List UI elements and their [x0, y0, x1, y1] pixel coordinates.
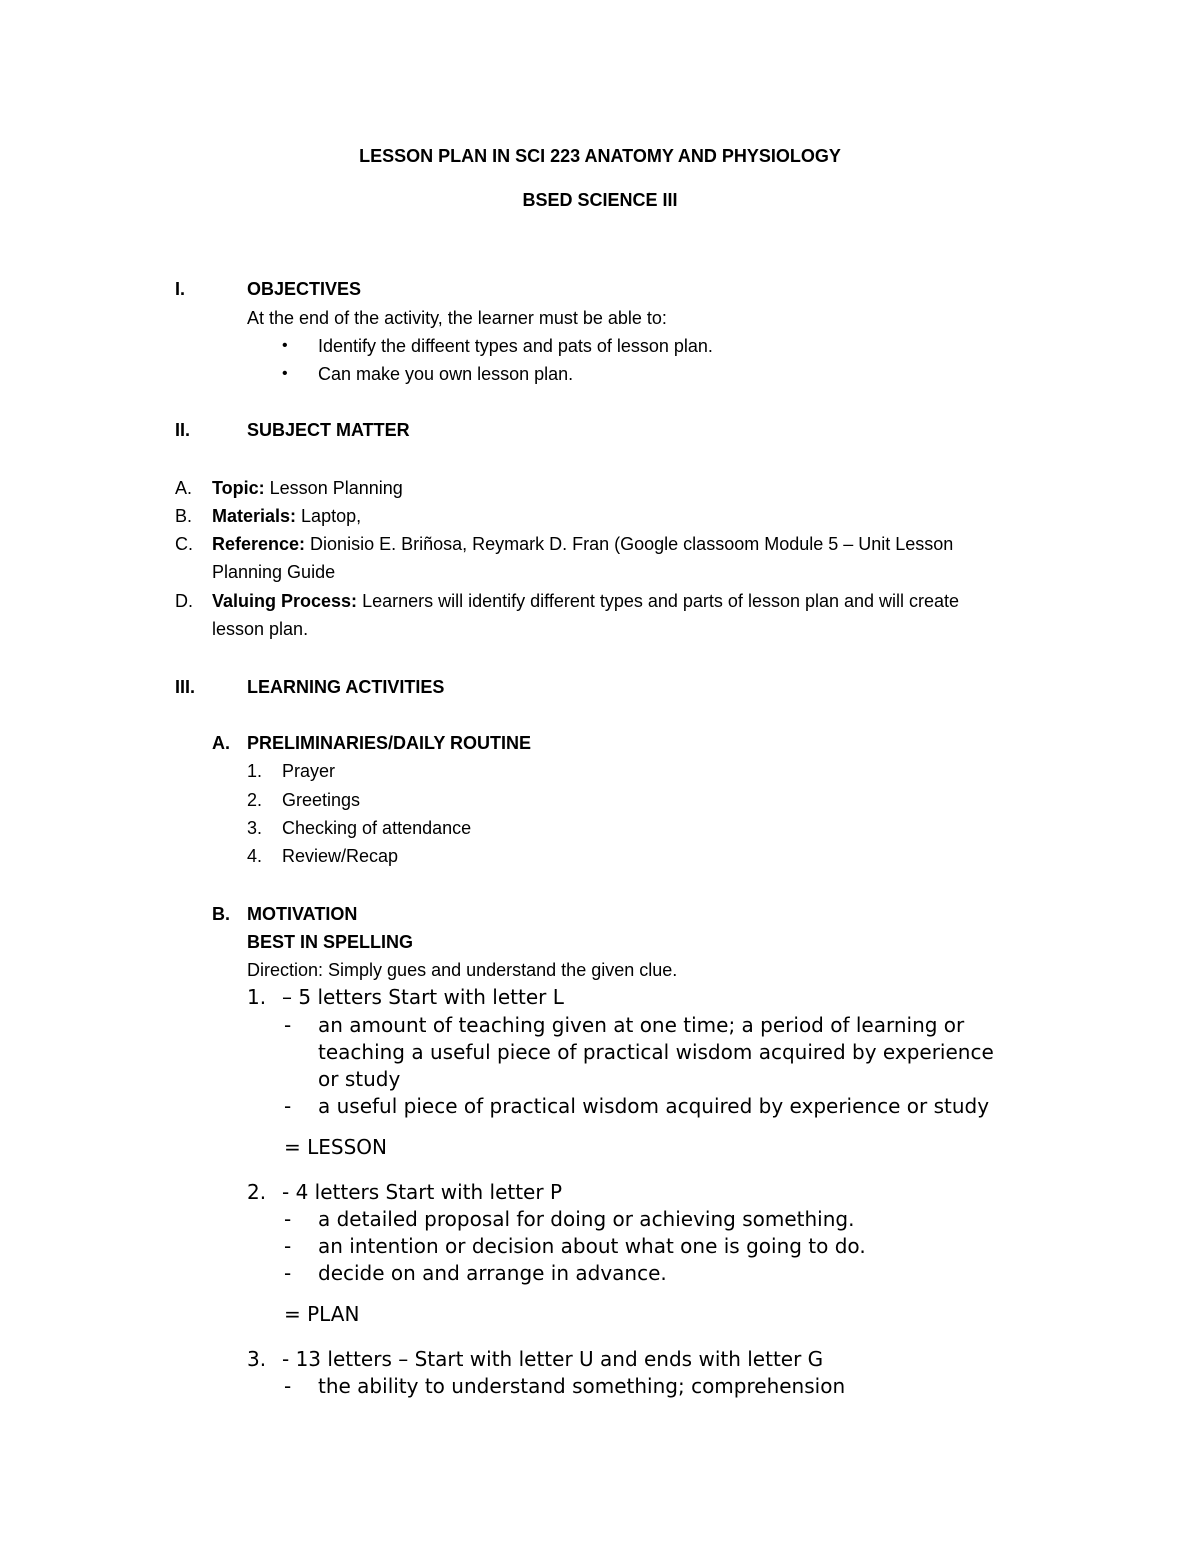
subsection-heading-preliminaries: PRELIMINARIES/DAILY ROUTINE	[247, 733, 532, 753]
bullet-icon: •	[282, 337, 288, 354]
dash-bullet: -	[284, 1234, 292, 1258]
objective-item: Identify the diffeent types and pats of lesson plan.	[318, 336, 713, 356]
list-letter: B.	[212, 904, 230, 924]
list-number: 4.	[247, 846, 263, 866]
section-numeral: I.	[175, 279, 186, 299]
clue-header: - 4 letters Start with letter P	[282, 1180, 562, 1204]
clue-answer: = LESSON	[284, 1135, 387, 1159]
clue-answer: = PLAN	[284, 1302, 360, 1326]
routine-item: Greetings	[282, 790, 361, 810]
section-numeral: II.	[175, 420, 191, 440]
list-letter: C.	[175, 534, 193, 554]
document-subtitle: BSED SCIENCE III	[522, 190, 678, 210]
section-heading-subject-matter: SUBJECT MATTER	[247, 420, 410, 440]
routine-item: Prayer	[282, 761, 336, 781]
clue-definition: a detailed proposal for doing or achieving something.	[318, 1207, 855, 1231]
subject-item-materials: Materials: Laptop,	[212, 506, 362, 526]
objectives-intro: At the end of the activity, the learner must be able to:	[247, 308, 667, 328]
clue-header: – 5 letters Start with letter L	[282, 985, 564, 1009]
list-number: 1.	[247, 761, 263, 781]
subject-item-topic: Topic: Lesson Planning	[212, 478, 403, 498]
clue-number: 1.	[247, 985, 267, 1009]
subsection-heading-motivation: MOTIVATION	[247, 904, 358, 924]
subject-item-reference: Reference: Dionisio E. Briñosa, Reymark D. Fran (Google classoom Module 5 – Unit Lesson	[212, 534, 954, 554]
clue-number: 3.	[247, 1347, 267, 1371]
routine-item: Review/Recap	[282, 846, 399, 866]
section-numeral: III.	[175, 677, 196, 697]
dash-bullet: -	[284, 1207, 292, 1231]
clue-header: - 13 letters – Start with letter U and ends with letter G	[282, 1347, 824, 1371]
section-heading-learning-activities: LEARNING ACTIVITIES	[247, 677, 445, 697]
clue-number: 2.	[247, 1180, 267, 1204]
dash-bullet: -	[284, 1261, 292, 1285]
document-title: LESSON PLAN IN SCI 223 ANATOMY AND PHYSIOLOGY	[359, 146, 841, 166]
subject-item-valuing-process: Valuing Process: Learners will identify different types and parts of lesson plan and will create	[212, 591, 960, 611]
clue-definition: the ability to understand something; comprehension	[318, 1374, 846, 1398]
game-title: BEST IN SPELLING	[247, 932, 414, 952]
list-number: 3.	[247, 818, 263, 838]
section-heading-objectives: OBJECTIVES	[247, 279, 362, 299]
clue-definition: an amount of teaching given at one time; a period of learning or	[318, 1013, 965, 1037]
clue-definition: or study	[318, 1067, 401, 1091]
list-letter: D.	[175, 591, 193, 611]
dash-bullet: -	[284, 1374, 292, 1398]
routine-item: Checking of attendance	[282, 818, 472, 838]
subject-item-valuing-process-cont: lesson plan.	[212, 619, 309, 639]
clue-definition: decide on and arrange in advance.	[318, 1261, 667, 1285]
objective-item: Can make you own lesson plan.	[318, 364, 574, 384]
clue-definition: an intention or decision about what one is going to do.	[318, 1234, 866, 1258]
direction-text: Direction: Simply gues and understand the given clue.	[247, 960, 678, 980]
dash-bullet: -	[284, 1094, 292, 1118]
subject-item-reference-cont: Planning Guide	[212, 562, 336, 582]
dash-bullet: -	[284, 1013, 292, 1037]
list-letter: A.	[212, 733, 230, 753]
list-letter: B.	[175, 506, 193, 526]
bullet-icon: •	[282, 365, 288, 382]
list-letter: A.	[175, 478, 193, 498]
clue-definition: a useful piece of practical wisdom acquired by experience or study	[318, 1094, 990, 1118]
list-number: 2.	[247, 790, 263, 810]
clue-definition: teaching a useful piece of practical wisdom acquired by experience	[318, 1040, 994, 1064]
